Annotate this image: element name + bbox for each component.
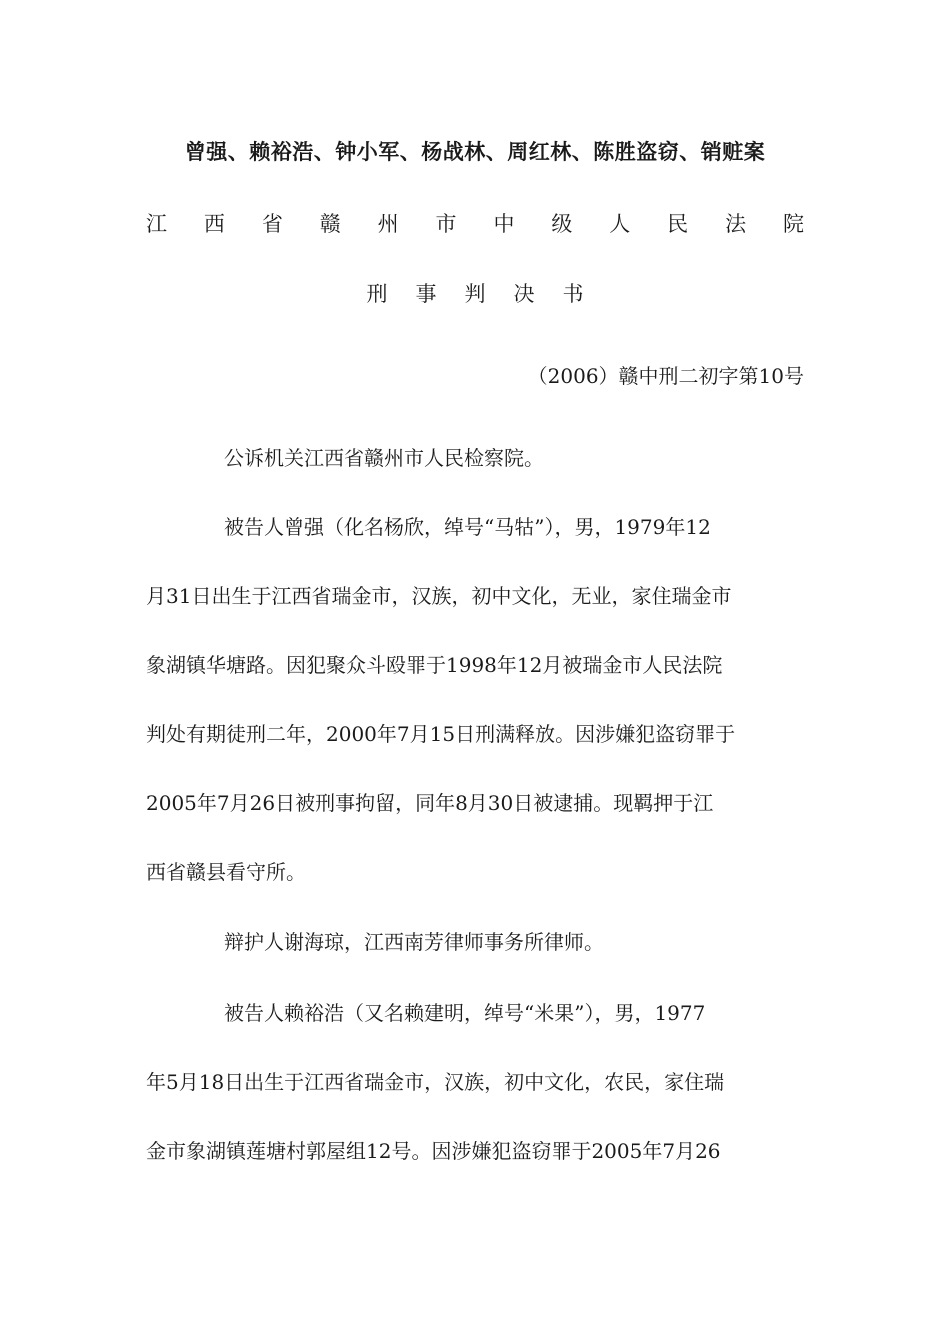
paragraph-defendant-zeng xyxy=(146,493,806,907)
paragraph-line: 月31日出生于江西省瑞金市，汉族，初中文化，无业，家住瑞金市 xyxy=(146,584,732,608)
paragraph-line: 西省赣县看守所。 xyxy=(146,860,306,884)
doctype-char: 决 xyxy=(513,282,535,306)
paragraph-defendant-lai xyxy=(146,979,806,1186)
paragraph-line: 被告人赖裕浩（又名赖建明，绰号“米果”），男，1977 xyxy=(224,1001,706,1025)
paragraph-line: 被告人曾强（化名杨欣，绰号“马牯”），男，1979年12 xyxy=(224,515,711,539)
paragraph-line: 辩护人谢海琼，江西南芳律师事务所律师。 xyxy=(224,930,604,954)
court-char: 赣 xyxy=(319,212,341,236)
court-char: 市 xyxy=(435,212,457,236)
court-name xyxy=(146,206,804,242)
case-number: （2006）赣中刑二初字第10号 xyxy=(527,364,804,388)
doctype-char: 判 xyxy=(464,282,486,306)
paragraph-line: 2005年7月26日被刑事拘留，同年8月30日被逮捕。现羁押于江 xyxy=(146,791,714,815)
paragraph-defender xyxy=(146,908,806,977)
court-char: 法 xyxy=(725,212,747,236)
court-char: 州 xyxy=(377,212,399,236)
court-char: 西 xyxy=(203,212,225,236)
court-char: 江 xyxy=(146,212,167,236)
doctype-char: 书 xyxy=(562,282,584,306)
doctype-char: 刑 xyxy=(366,282,388,306)
court-char: 级 xyxy=(551,212,573,236)
paragraph-line: 公诉机关江西省赣州市人民检察院。 xyxy=(224,446,544,470)
court-char: 民 xyxy=(667,212,689,236)
paragraph-line: 年5月18日出生于江西省瑞金市，汉族，初中文化，农民，家住瑞 xyxy=(146,1070,725,1094)
court-char: 人 xyxy=(609,212,631,236)
document-type xyxy=(0,276,950,312)
paragraph-line: 判处有期徒刑二年，2000年7月15日刑满释放。因涉嫌犯盗窃罪于 xyxy=(146,722,736,746)
court-char: 中 xyxy=(493,212,515,236)
paragraph-line: 象湖镇华塘路。因犯聚众斗殴罪于1998年12月被瑞金市人民法院 xyxy=(146,653,723,677)
court-char: 院 xyxy=(782,212,804,236)
paragraph-prosecutor xyxy=(146,424,806,493)
case-title: 曾强、赖裕浩、钟小军、杨战林、周红林、陈胜盗窃、销赃案 xyxy=(184,140,766,164)
court-char: 省 xyxy=(261,212,283,236)
doctype-char: 事 xyxy=(415,282,437,306)
paragraph-line: 金市象湖镇莲塘村郭屋组12号。因涉嫌犯盗窃罪于2005年7月26 xyxy=(146,1139,721,1163)
